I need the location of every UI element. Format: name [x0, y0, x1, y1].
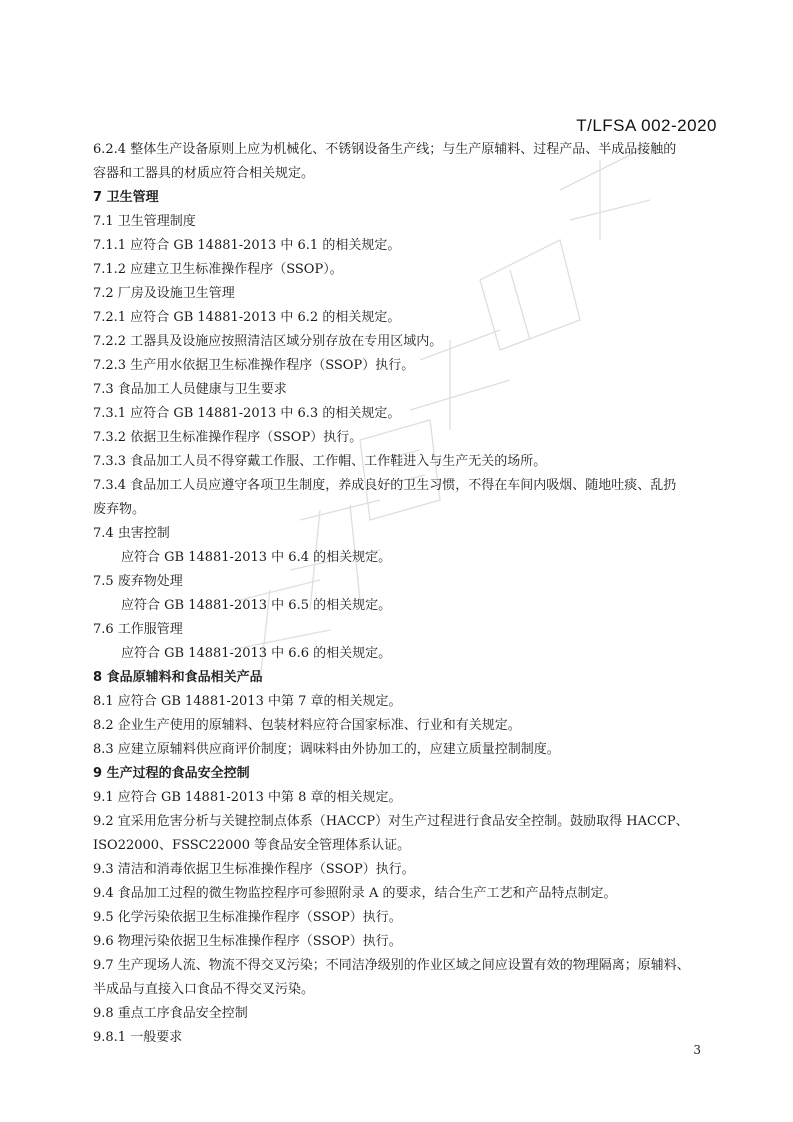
text-line: 7.2 厂房及设施卫生管理	[93, 286, 235, 301]
text-line: 应符合 GB 14881-2013 中 6.6 的相关规定。	[121, 646, 392, 661]
text-line: 7.5 废弃物处理	[93, 574, 183, 589]
document-code: T/LFSA 002-2020	[576, 116, 717, 135]
text-line: 应符合 GB 14881-2013 中 6.4 的相关规定。	[121, 550, 392, 565]
text-line: 7.3 食品加工人员健康与卫生要求	[93, 382, 287, 397]
text-line: 7.3.4 食品加工人员应遵守各项卫生制度，养成良好的卫生习惯，不得在车间内吸烟、随地吐痰、乱扔	[93, 478, 677, 493]
text-line: 9.3 清洁和消毒依据卫生标准操作程序（SSOP）执行。	[93, 862, 415, 877]
text-line: 7.6 工作服管理	[93, 622, 183, 637]
text-line: 6.2.4 整体生产设备原则上应为机械化、不锈钢设备生产线；与生产原辅料、过程产品、半成品接触的	[93, 142, 677, 157]
text-line: 9.1 应符合 GB 14881-2013 中第 8 章的相关规定。	[93, 790, 402, 805]
document-body	[93, 138, 718, 1050]
text-line: 7.2.3 生产用水依据卫生标准操作程序（SSOP）执行。	[93, 358, 415, 373]
text-line: 7.1.2 应建立卫生标准操作程序（SSOP）。	[93, 262, 343, 277]
text-line: ISO22000、FSSC22000 等食品安全管理体系认证。	[93, 838, 411, 853]
text-line: 7.4 虫害控制	[93, 526, 170, 541]
text-line: 容器和工器具的材质应符合相关规定。	[93, 166, 315, 181]
section-heading: 7 卫生管理	[93, 190, 159, 205]
text-line: 8.1 应符合 GB 14881-2013 中第 7 章的相关规定。	[93, 694, 402, 709]
text-line: 9.2 宜采用危害分析与关键控制点体系（HACCP）对生产过程进行食品安全控制。鼓励取得 HACCP、	[93, 814, 689, 829]
text-line: 8.2 企业生产使用的原辅料、包装材料应符合国家标准、行业和有关规定。	[93, 718, 521, 733]
text-line: 9.8.1 一般要求	[93, 1030, 183, 1045]
text-line: 8.3 应建立原辅料供应商评价制度；调味料由外协加工的，应建立质量控制制度。	[93, 742, 560, 757]
text-line: 7.2.1 应符合 GB 14881-2013 中 6.2 的相关规定。	[93, 310, 401, 325]
text-line: 7.3.3 食品加工人员不得穿戴工作服、工作帽、工作鞋进入与生产无关的场所。	[93, 454, 547, 469]
text-line: 7.2.2 工器具及设施应按照清洁区域分别存放在专用区域内。	[93, 334, 443, 349]
section-heading: 8 食品原辅料和食品相关产品	[93, 670, 263, 685]
text-line: 应符合 GB 14881-2013 中 6.5 的相关规定。	[121, 598, 392, 613]
text-line: 7.3.2 依据卫生标准操作程序（SSOP）执行。	[93, 430, 363, 445]
text-line: 废弃物。	[93, 502, 146, 517]
text-line: 7.3.1 应符合 GB 14881-2013 中 6.3 的相关规定。	[93, 406, 401, 421]
text-line: 7.1 卫生管理制度	[93, 214, 196, 229]
text-line: 9.5 化学污染依据卫生标准操作程序（SSOP）执行。	[93, 910, 402, 925]
text-line: 半成品与直接入口食品不得交叉污染。	[93, 982, 315, 997]
section-heading: 9 生产过程的食品安全控制	[93, 766, 250, 781]
text-line: 9.7 生产现场人流、物流不得交叉污染；不同洁净级别的作业区域之间应设置有效的物理隔离；原辅料、	[93, 958, 690, 973]
text-line: 9.6 物理污染依据卫生标准操作程序（SSOP）执行。	[93, 934, 402, 949]
text-line: 9.4 食品加工过程的微生物监控程序可参照附录 A 的要求，结合生产工艺和产品特点制定。	[93, 886, 617, 901]
text-line: 7.1.1 应符合 GB 14881-2013 中 6.1 的相关规定。	[93, 238, 401, 253]
text-line: 9.8 重点工序食品安全控制	[93, 1006, 248, 1021]
page-number: 3	[693, 1043, 701, 1057]
